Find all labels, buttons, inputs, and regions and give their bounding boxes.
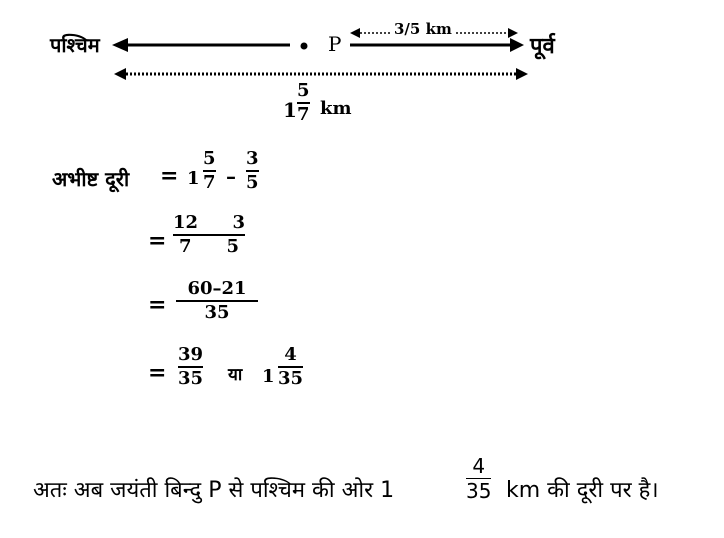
l1-num-1: 5: [203, 148, 216, 169]
equals-3: =: [148, 292, 167, 318]
conclusion-num: 4: [472, 454, 486, 478]
l1-den-2: 5: [246, 172, 259, 193]
l4-mixed-fraction: [278, 346, 303, 388]
total-unit: km: [320, 98, 352, 119]
total-whole: 1: [283, 98, 297, 122]
l4-den-2: 35: [278, 368, 304, 389]
conclusion-den: 35: [466, 479, 492, 503]
required-distance-label: अभीष्ट दूरी: [52, 167, 130, 191]
east-arrowhead-icon: [510, 38, 524, 52]
total-denominator: 7: [297, 104, 310, 125]
conclusion-after: km की दूरी पर है।: [506, 478, 659, 503]
total-fraction: [297, 82, 310, 124]
l4-num: 39: [178, 344, 204, 365]
total-left-arrow-icon: [114, 68, 126, 80]
short-distance-label: 3/5 km: [394, 20, 452, 38]
short-left-arrow-icon: [350, 28, 360, 38]
l1-num-2: 3: [246, 148, 259, 169]
equals-2: =: [148, 228, 167, 254]
l4-num-2: 4: [284, 344, 297, 365]
l1-den-1: 7: [203, 172, 216, 193]
l1-fraction-1: [203, 150, 216, 192]
short-right-arrow-icon: [508, 28, 518, 38]
or-label: या: [228, 365, 243, 385]
l4-whole: 1: [262, 366, 275, 387]
l2-num-2: 3: [232, 212, 245, 233]
l2-den-2: 5: [226, 236, 239, 257]
total-numerator: 5: [297, 80, 310, 101]
l3-fraction: [176, 280, 258, 322]
equals-4: =: [148, 360, 167, 386]
l1-whole: 1: [187, 168, 200, 189]
equals-1: =: [160, 163, 179, 189]
conclusion-fraction: [466, 456, 491, 501]
point-label: P: [328, 32, 342, 56]
l2-num-1: 12: [173, 212, 199, 233]
west-arrowhead-icon: [112, 38, 128, 52]
conclusion-before: अतः अब जयंती बिन्दु P से पश्चिम की ओर 1: [33, 478, 395, 503]
point-dot: [301, 43, 308, 50]
l1-fraction-2: [246, 150, 259, 192]
east-label: पूर्व: [530, 33, 555, 59]
l2-den-1: 7: [179, 236, 192, 257]
total-right-arrow-icon: [516, 68, 528, 80]
l4-fraction: [178, 346, 203, 388]
west-label: पश्चिम: [50, 33, 100, 57]
l3-num: 60–21: [187, 278, 247, 299]
l4-den: 35: [178, 368, 204, 389]
l2-fraction: [173, 214, 245, 256]
minus-1: –: [226, 164, 236, 188]
l3-den: 35: [204, 302, 230, 323]
